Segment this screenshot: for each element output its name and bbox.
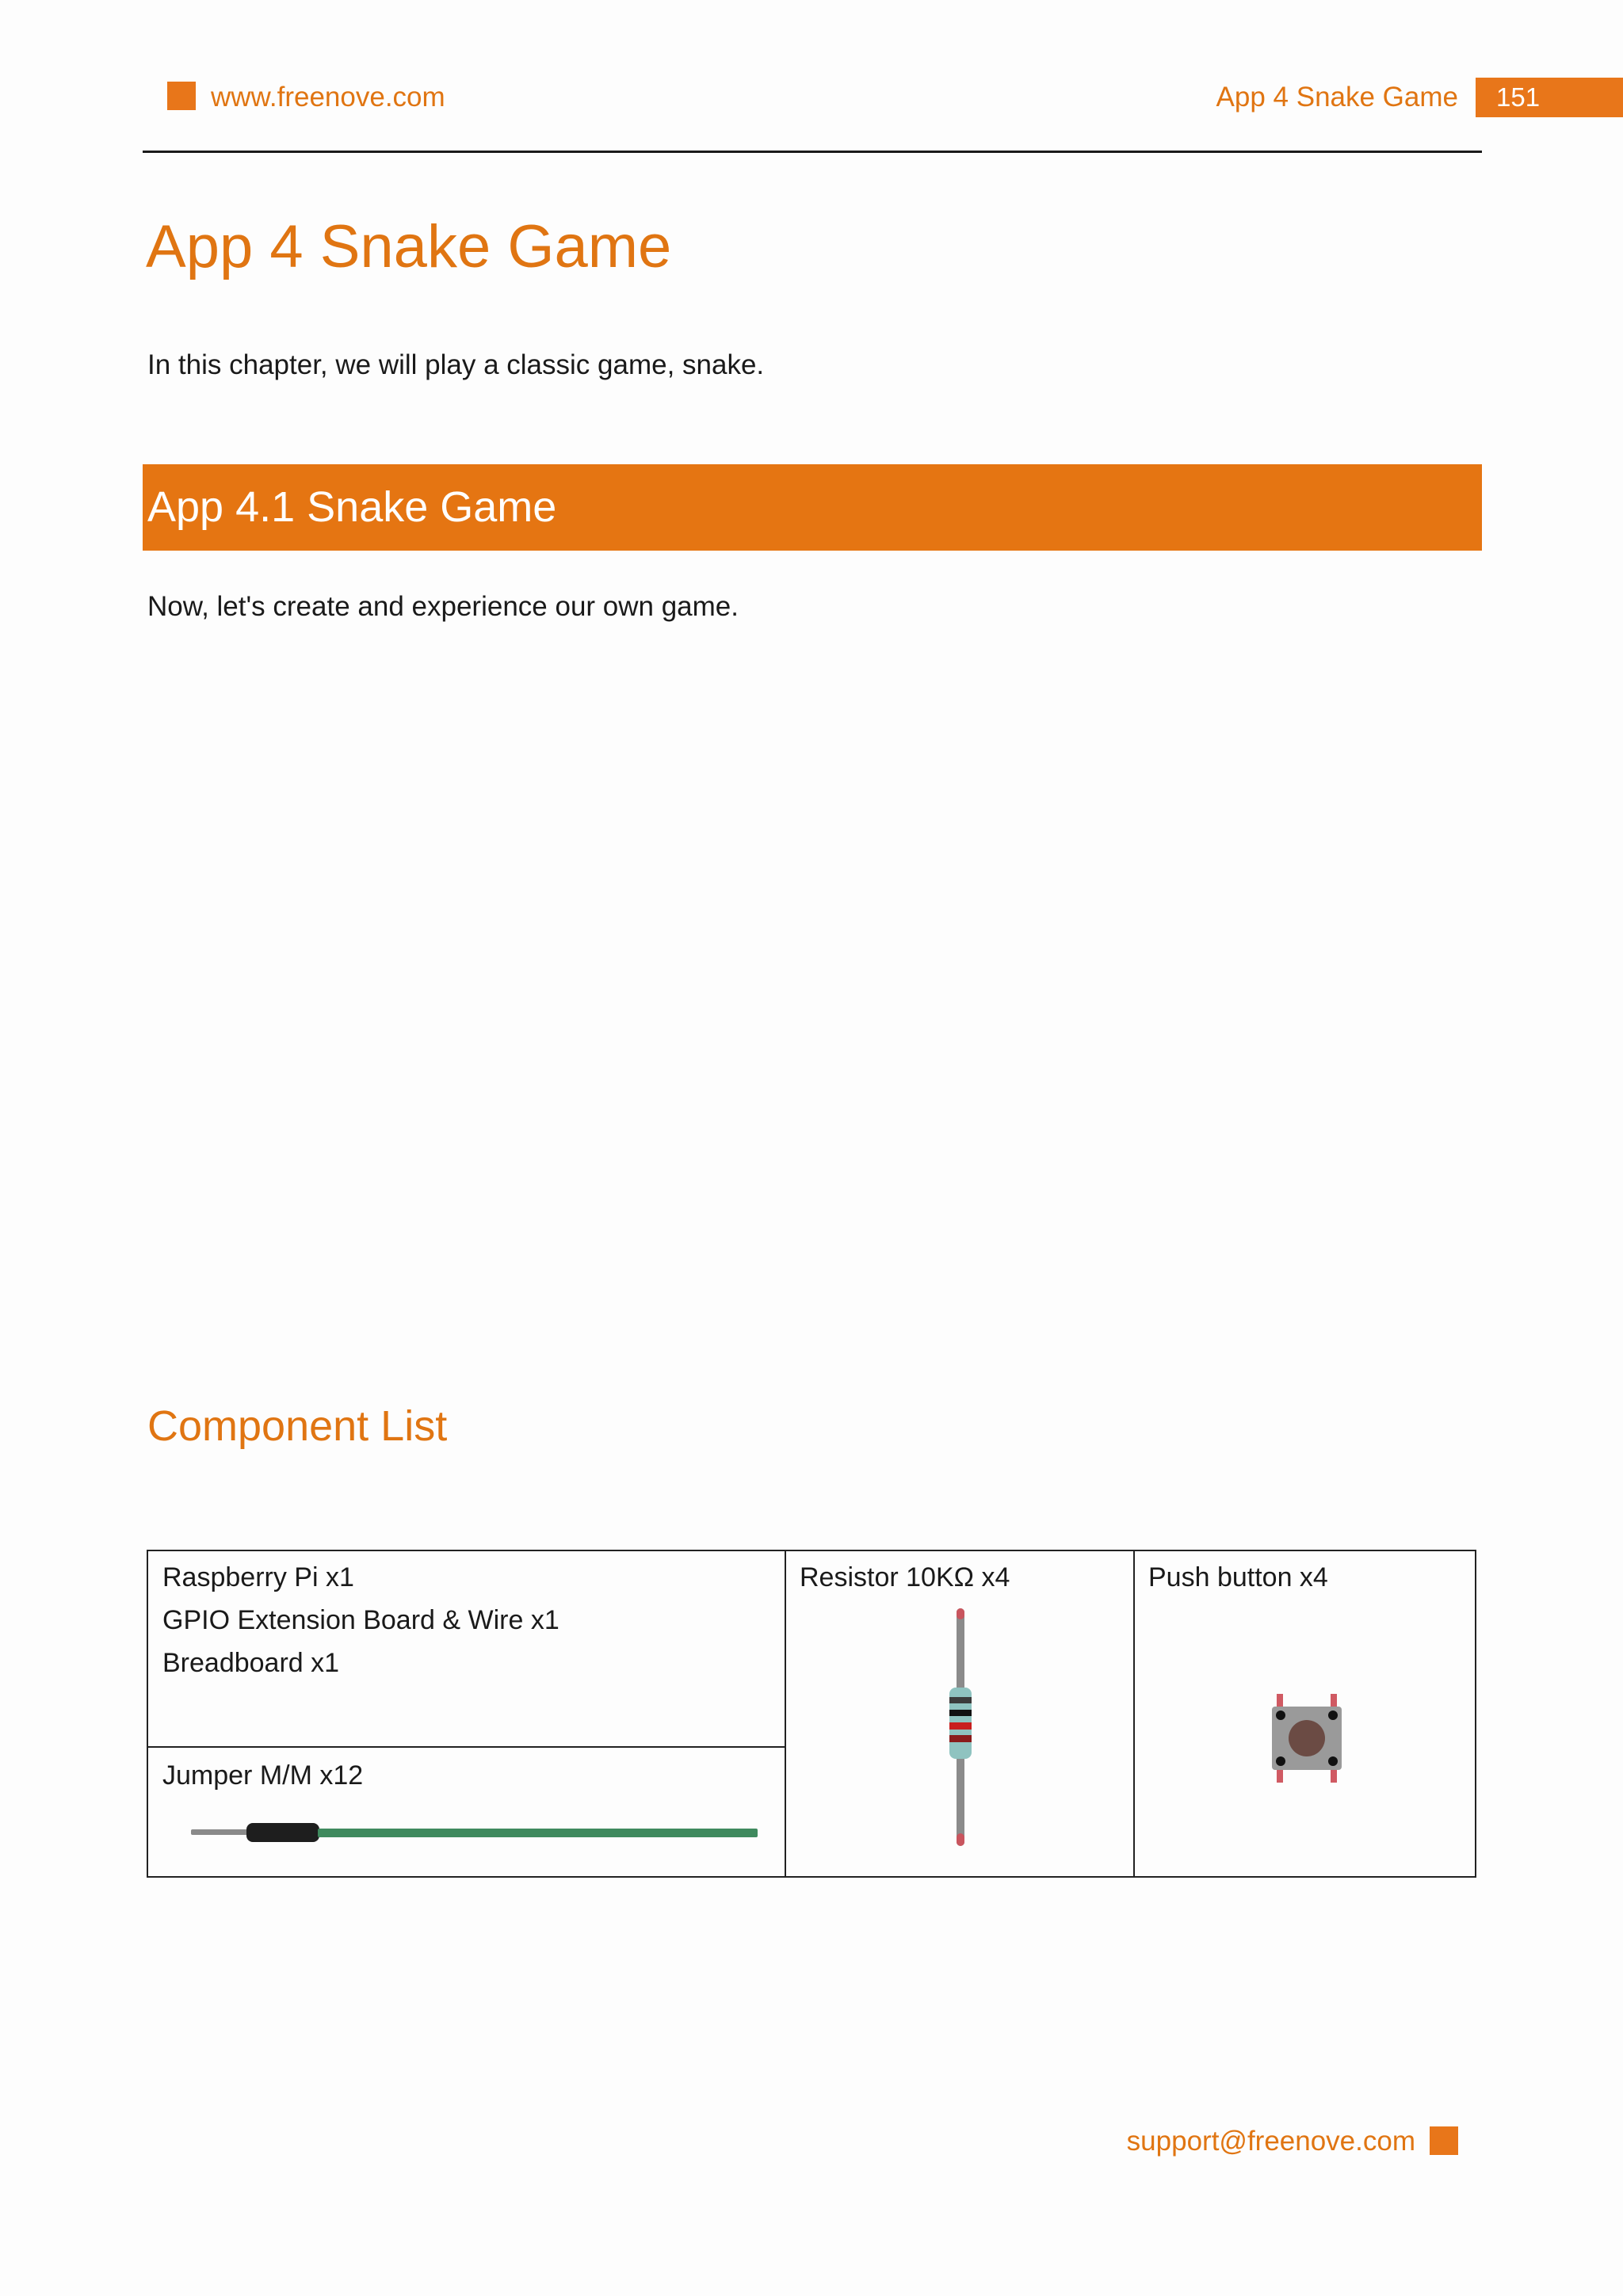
table-divider <box>148 1746 785 1748</box>
header-website-link[interactable]: www.freenove.com <box>211 82 445 113</box>
header-divider <box>143 151 1482 153</box>
push-button-image <box>1272 1694 1343 1783</box>
page-title: App 4 Snake Game <box>146 213 672 280</box>
header-square-icon <box>167 82 196 110</box>
table-divider <box>1133 1551 1135 1876</box>
header-chapter-title: App 4 Snake Game <box>1216 82 1458 113</box>
component-table <box>147 1550 1476 1878</box>
component-jumper: Jumper M/M x12 <box>162 1760 364 1791</box>
component-raspberry-pi: Raspberry Pi x1 <box>162 1562 354 1592</box>
component-breadboard: Breadboard x1 <box>162 1648 340 1678</box>
jumper-wire-image <box>191 1817 762 1849</box>
component-list-heading: Component List <box>147 1402 448 1450</box>
section-paragraph: Now, let's create and experience our own game. <box>147 591 739 622</box>
table-divider <box>785 1551 786 1876</box>
resistor-image <box>943 1608 978 1846</box>
page-number: 151 <box>1476 78 1623 117</box>
section-title: App 4.1 Snake Game <box>147 483 557 531</box>
component-resistor: Resistor 10KΩ x4 <box>800 1562 1010 1592</box>
footer-email-link[interactable]: support@freenove.com <box>1126 2126 1415 2157</box>
component-gpio-board: GPIO Extension Board & Wire x1 <box>162 1605 559 1635</box>
footer-square-icon <box>1430 2126 1458 2155</box>
intro-paragraph: In this chapter, we will play a classic game, snake. <box>147 349 765 380</box>
component-push-button: Push button x4 <box>1148 1562 1328 1592</box>
